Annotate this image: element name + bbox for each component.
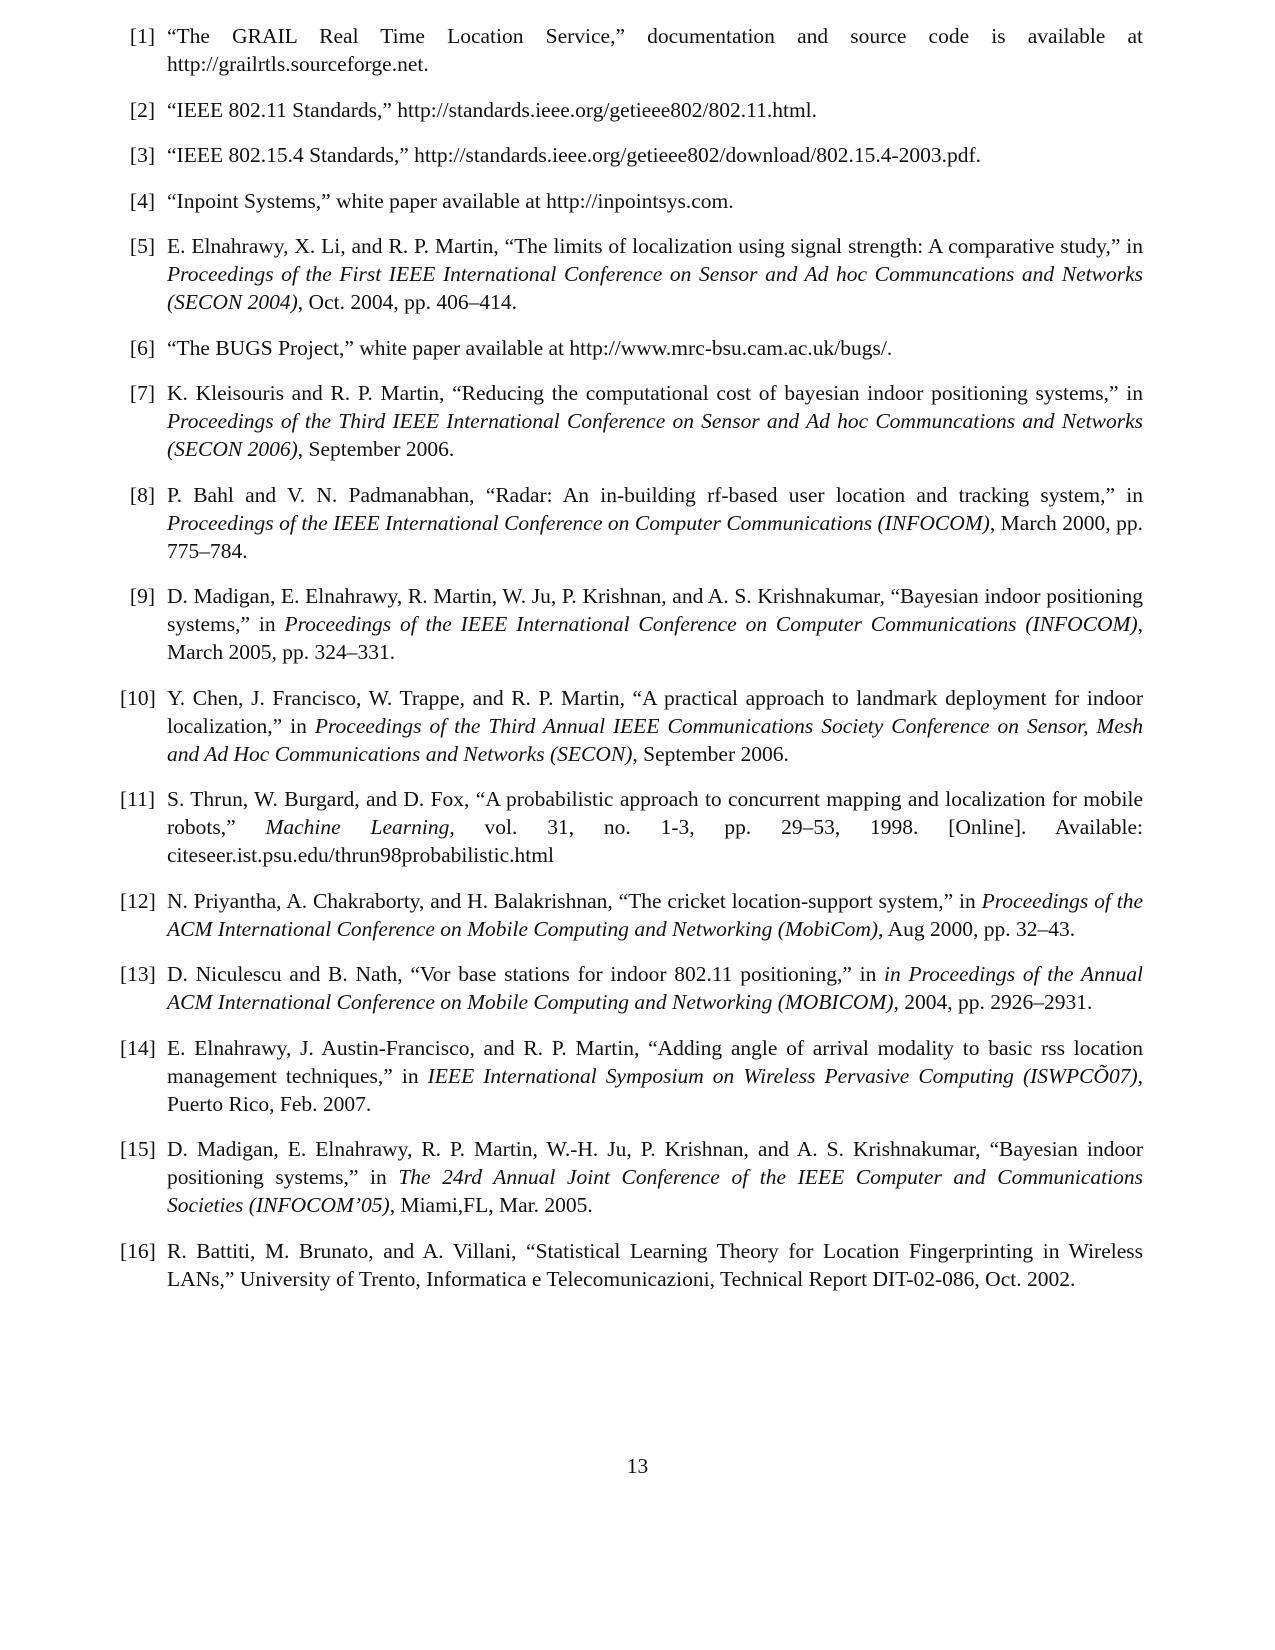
reference-venue: Proceedings of the IEEE International Conference on Computer Communications (INFOCOM): [167, 510, 990, 535]
reference-number: [13]: [120, 962, 156, 986]
reference-number: [1]: [129, 24, 155, 48]
page-number: 13: [626, 1454, 649, 1478]
reference-text: [167, 1135, 1143, 1219]
reference-text: [167, 785, 1143, 869]
reference-number: [5]: [129, 234, 155, 258]
reference-fragment: , Miami,FL, Mar. 2005.: [389, 1193, 593, 1217]
reference-number: [2]: [129, 97, 155, 122]
reference-venue: Proceedings of the First IEEE International Conference on Sensor and Ad hoc Communcations and Networks (SECON 2004): [167, 262, 1143, 314]
reference-fragment: D. Madigan, E. Elnahrawy, R. P. Martin, W.-H. Ju, P. Krishnan, and A. S. Krishnakumar, “Bayesian indoor positioning systems,” in: [167, 1137, 1143, 1189]
reference-text: [167, 379, 1143, 463]
reference-item: [120, 334, 1143, 362]
reference-number: [12]: [120, 888, 156, 913]
reference-text: [167, 334, 1143, 362]
reference-number: [8]: [129, 482, 155, 507]
reference-venue: Proceedings of the Third Annual IEEE Communications Society Conference on Sensor, Mesh and Ad Hoc Communications and Networks (SECON): [167, 713, 1143, 766]
reference-fragment: K. Kleisouris and R. P. Martin, “Reducing the computational cost of bayesian indoor positioning systems,” in: [167, 381, 1143, 405]
reference-number: [16]: [120, 1238, 156, 1263]
reference-fragment: E. Elnahrawy, X. Li, and R. P. Martin, “The limits of localization using signal strength: A comparative study,” in: [167, 234, 1143, 258]
reference-item: [120, 481, 1143, 565]
reference-number: [4]: [129, 188, 155, 213]
reference-fragment: S. Thrun, W. Burgard, and D. Fox, “A probabilistic approach to concurrent mapping and localization for mobile robots,”: [167, 787, 1143, 839]
reference-number: [7]: [129, 381, 155, 405]
reference-text: [167, 141, 1143, 169]
reference-fragment: “IEEE 802.11 Standards,” http://standards.ieee.org/getieee802/802.11.html.: [167, 97, 818, 122]
reference-number: [14]: [120, 1035, 156, 1060]
reference-text: [167, 1034, 1143, 1118]
reference-text: [167, 582, 1143, 666]
reference-text: [167, 232, 1143, 316]
reference-venue: IEEE International Symposium on Wireless Pervasive Computing (ISWPCÕ07): [427, 1063, 1138, 1088]
reference-item: [120, 1034, 1143, 1118]
reference-number: [3]: [129, 143, 155, 167]
reference-venue: Proceedings of the ACM International Conference on Mobile Computing and Networking (MobiCom): [167, 888, 1143, 941]
reference-fragment: , vol. 31, no. 1-3, pp. 29–53, 1998. [Online]. Available: citeseer.ist.psu.edu/thrun98probabilistic.html: [167, 815, 1143, 867]
reference-fragment: E. Elnahrawy, J. Austin-Francisco, and R. P. Martin, “Adding angle of arrival modality to basic rss location management techniques,” in: [167, 1035, 1143, 1088]
reference-number: [15]: [120, 1137, 156, 1161]
reference-fragment: “Inpoint Systems,” white paper available at http://inpointsys.com.: [167, 188, 734, 213]
reference-text: [167, 684, 1143, 768]
reference-item: [120, 187, 1143, 215]
reference-item: [120, 960, 1143, 1016]
reference-fragment: R. Battiti, M. Brunato, and A. Villani, “Statistical Learning Theory for Location Fingerprinting in Wireless LANs,” University of Trento, Informatica e Telecomunicazioni, Technical Report DIT-02-086, Oct. 2002.: [167, 1238, 1143, 1291]
reference-fragment: “The BUGS Project,” white paper available at http://www.mrc-bsu.cam.ac.uk/bugs/.: [167, 335, 893, 360]
reference-fragment: Y. Chen, J. Francisco, W. Trappe, and R. P. Martin, “A practical approach to landmark deployment for indoor localization,” in: [167, 685, 1143, 738]
reference-fragment: P. Bahl and V. N. Padmanabhan, “Radar: An in-building rf-based user location and tracking system,” in: [167, 482, 1143, 507]
reference-text: [167, 481, 1143, 565]
reference-item: [120, 1237, 1143, 1293]
reference-item: [120, 1135, 1143, 1219]
reference-fragment: D. Madigan, E. Elnahrawy, R. Martin, W. Ju, P. Krishnan, and A. S. Krishnakumar, “Bayesian indoor positioning systems,” in: [167, 584, 1143, 636]
reference-text: [167, 887, 1143, 943]
reference-item: [120, 684, 1143, 768]
reference-venue: in Proceedings of the Annual ACM International Conference on Mobile Computing and Networking (MOBICOM): [167, 962, 1143, 1014]
reference-item: [120, 582, 1143, 666]
reference-item: [120, 22, 1143, 78]
reference-item: [120, 96, 1143, 124]
reference-number: [6]: [129, 335, 155, 360]
reference-fragment: , 2004, pp. 2926–2931.: [893, 990, 1093, 1014]
reference-fragment: , Puerto Rico, Feb. 2007.: [167, 1063, 1143, 1116]
reference-item: [120, 232, 1143, 316]
reference-fragment: “The GRAIL Real Time Location Service,” documentation and source code is available at http://grailrtls.sourceforge.net.: [167, 24, 1143, 76]
reference-fragment: , Oct. 2004, pp. 406–414.: [297, 290, 517, 314]
reference-fragment: , Aug 2000, pp. 32–43.: [878, 916, 1076, 941]
reference-fragment: , March 2005, pp. 324–331.: [167, 612, 1144, 664]
reference-fragment: , September 2006.: [632, 741, 789, 766]
reference-item: [120, 785, 1143, 869]
reference-fragment: , September 2006.: [297, 437, 455, 461]
reference-list: [120, 22, 1143, 1310]
reference-item: [120, 379, 1143, 463]
reference-fragment: , March 2000, pp. 775–784.: [167, 510, 1143, 563]
reference-fragment: N. Priyantha, A. Chakraborty, and H. Balakrishnan, “The cricket location-support system,” in: [167, 888, 982, 913]
reference-text: [167, 96, 1143, 124]
reference-item: [120, 887, 1143, 943]
reference-number: [10]: [120, 685, 156, 710]
reference-venue: Proceedings of the IEEE International Conference on Computer Communications (INFOCOM): [284, 612, 1138, 636]
reference-number: [9]: [129, 584, 155, 608]
reference-venue: The 24rd Annual Joint Conference of the IEEE Computer and Communications Societies (INFOCOM’05): [167, 1165, 1143, 1217]
reference-fragment: D. Niculescu and B. Nath, “Vor base stations for indoor 802.11 positioning,” in: [167, 962, 885, 986]
reference-text: [167, 1237, 1143, 1293]
reference-text: [167, 960, 1143, 1016]
reference-number: [11]: [120, 787, 156, 811]
reference-venue: Proceedings of the Third IEEE International Conference on Sensor and Ad hoc Communcations and Networks (SECON 2006): [167, 409, 1143, 461]
reference-venue: Machine Learning: [265, 815, 450, 839]
reference-text: [167, 22, 1143, 78]
reference-item: [120, 141, 1143, 169]
reference-text: [167, 187, 1143, 215]
reference-fragment: “IEEE 802.15.4 Standards,” http://standards.ieee.org/getieee802/download/802.15.4-2003.pdf.: [167, 143, 982, 167]
